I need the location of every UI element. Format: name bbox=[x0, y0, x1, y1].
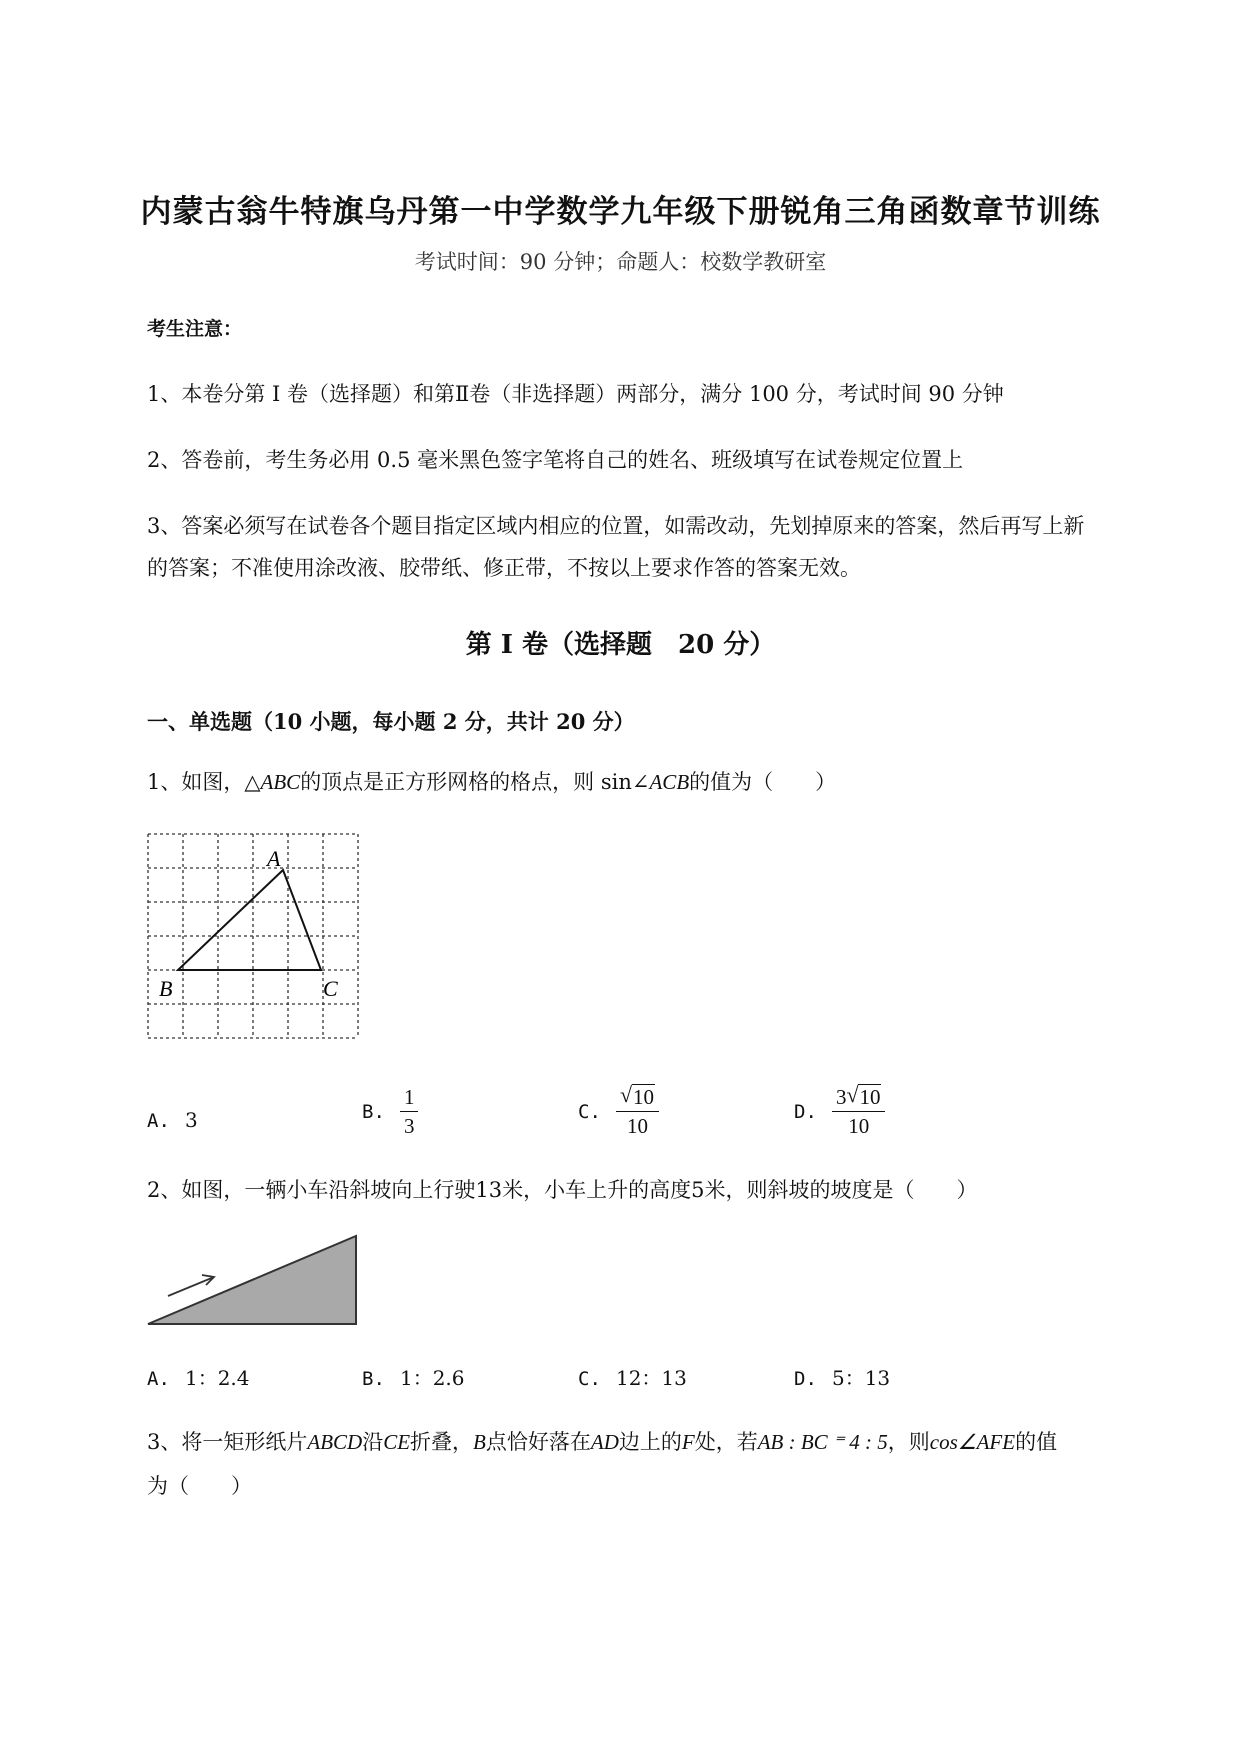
option-letter: C. bbox=[578, 1368, 601, 1390]
q1-grid-figure bbox=[140, 826, 372, 1048]
slope-triangle bbox=[148, 1236, 356, 1324]
option-letter: A. bbox=[147, 1110, 170, 1132]
notice-item-1: 1、本卷分第 I 卷（选择题）和第Ⅱ卷（非选择题）两部分，满分 100 分，考试时间 90 分钟 bbox=[147, 382, 1004, 406]
q2-option-d[interactable] bbox=[794, 1362, 890, 1391]
q2-option-a[interactable] bbox=[147, 1362, 250, 1391]
option-value: 3 bbox=[184, 1108, 198, 1132]
q3-ratio: AB : BC ⁼ 4 : 5 bbox=[757, 1430, 888, 1454]
denominator: 3 bbox=[403, 1114, 415, 1138]
q1-mid: 的顶点是正方形网格的格点，则 sin∠ bbox=[300, 770, 650, 794]
grid-lines bbox=[148, 834, 358, 1038]
q3-abcd: ABCD bbox=[307, 1430, 363, 1454]
q1-option-b[interactable] bbox=[362, 1087, 418, 1137]
q1-option-d[interactable] bbox=[794, 1082, 885, 1138]
q3-b: B bbox=[473, 1430, 486, 1454]
fraction-one-third bbox=[400, 1087, 419, 1137]
notice-heading: 考生注意： bbox=[147, 318, 243, 340]
sqrt-symbol: √ 10 bbox=[619, 1082, 654, 1109]
option-letter: D. bbox=[794, 1101, 817, 1123]
q1-option-a[interactable] bbox=[147, 1108, 198, 1132]
fraction-3sqrt10-over-10 bbox=[832, 1082, 886, 1138]
notice-item-2: 2、答卷前，考生务必用 0.5 毫米黑色签字笔将自己的姓名、班级填写在试卷规定位置上 bbox=[147, 448, 964, 472]
triangle-abc bbox=[178, 870, 321, 970]
option-letter: C. bbox=[578, 1101, 601, 1123]
option-letter: A. bbox=[147, 1368, 170, 1390]
vertex-label-c: C bbox=[323, 976, 338, 1001]
notice-item-3-cont: 的答案；不准使用涂改液、胶带纸、修正带，不按以上要求作答的答案无效。 bbox=[147, 556, 861, 580]
q3-f: F bbox=[681, 1430, 695, 1454]
option-value: 1：2.4 bbox=[184, 1366, 250, 1390]
q3-ce: CE bbox=[383, 1430, 411, 1454]
q3-cos: cos∠AFE bbox=[929, 1430, 1016, 1454]
q1-option-c[interactable] bbox=[578, 1082, 659, 1138]
q3-ad: AD bbox=[590, 1430, 619, 1454]
car-direction-arrow bbox=[168, 1277, 214, 1296]
option-value: 5：13 bbox=[831, 1366, 891, 1390]
option-letter: B. bbox=[362, 1101, 385, 1123]
denominator: 10 bbox=[848, 1114, 870, 1138]
q1-acb: ACB bbox=[649, 770, 690, 794]
exam-info: 考试时间：90 分钟；命题人：校数学教研室 bbox=[414, 250, 827, 274]
vertex-label-a: A bbox=[267, 846, 281, 871]
numerator bbox=[616, 1082, 659, 1112]
fraction-sqrt10-over-10 bbox=[616, 1082, 659, 1138]
question-3-line-2: 为（ ） bbox=[147, 1474, 252, 1498]
question-2: 2、如图，一辆小车沿斜坡向上行驶13米，小车上升的高度5米，则斜坡的坡度是（ ） bbox=[147, 1178, 978, 1202]
sqrt-symbol: √ 10 bbox=[846, 1082, 881, 1109]
option-letter: B. bbox=[362, 1368, 385, 1390]
numerator: 3 √ 10 bbox=[832, 1087, 886, 1112]
section-title: 第 I 卷（选择题 20 分） bbox=[465, 630, 776, 660]
page-title: 内蒙古翁牛特旗乌丹第一中学数学九年级下册锐角三角函数章节训练 bbox=[140, 194, 1101, 230]
numerator: 1 bbox=[400, 1087, 419, 1112]
q2-slope-figure bbox=[140, 1228, 370, 1332]
q2-option-b[interactable] bbox=[362, 1362, 465, 1391]
q1-abc: ABC bbox=[260, 770, 301, 794]
denominator: 10 bbox=[626, 1114, 648, 1138]
part-title: 一、单选题（10 小题，每小题 2 分，共计 20 分） bbox=[147, 709, 635, 734]
question-1 bbox=[147, 766, 836, 796]
option-letter: D. bbox=[794, 1368, 817, 1390]
q2-option-c[interactable] bbox=[578, 1362, 687, 1391]
vertex-label-b: B bbox=[159, 976, 173, 1001]
question-3-line-1: 3、将一矩形纸片ABCD沿CE折叠，B点恰好落在AD边上的F处，若AB : BC ⁼ 4 : 5，则cos∠AFE的值 bbox=[147, 1430, 1058, 1454]
option-value: 12：13 bbox=[615, 1366, 687, 1390]
q1-suffix: 的值为（ ） bbox=[689, 770, 837, 794]
notice-item-3: 3、答案必须写在试卷各个题目指定区域内相应的位置，如需改动，先划掉原来的答案，然后再写上新 bbox=[147, 514, 1085, 538]
q1-prefix: 1、如图，△ bbox=[147, 770, 261, 794]
option-value: 1：2.6 bbox=[399, 1366, 465, 1390]
